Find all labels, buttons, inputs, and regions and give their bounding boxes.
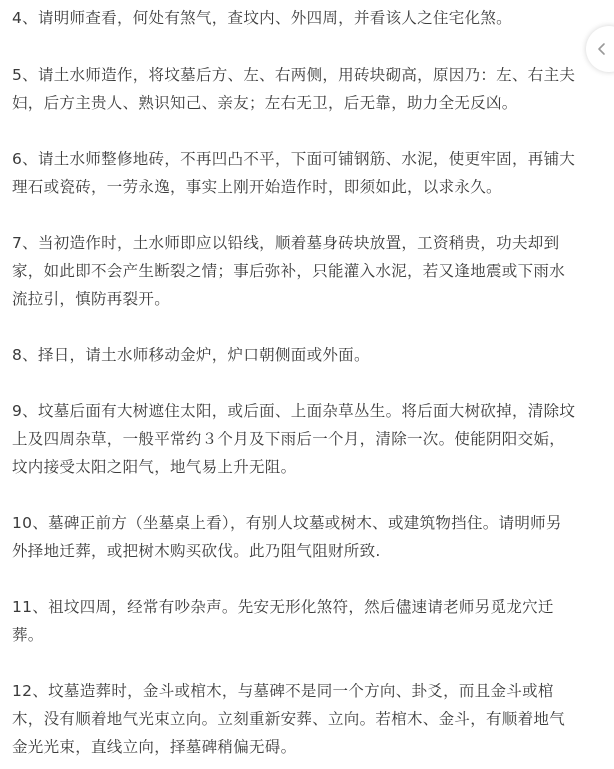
chevron-left-icon <box>594 41 610 57</box>
text-line: 家，如此即不会产生断裂之情；事后弥补，只能灌入水泥，若又逢地震或下雨水 <box>12 262 566 280</box>
paragraph-4 <box>12 4 612 32</box>
text-line: 金光光束，直线立向，择墓碑稍偏无碍。 <box>12 738 297 756</box>
paragraph-5 <box>12 61 612 117</box>
text-line: 12、坟墓造葬时，金斗或棺木，与墓碑不是同一个方向、卦爻，而且金斗或棺 <box>12 682 554 700</box>
text-line: 理石或瓷砖，一劳永逸，事实上刚开始造作时，即须如此，以求永久。 <box>12 178 502 196</box>
text-line: 坟内接受太阳之阳气，地气易上升无阻。 <box>12 458 297 476</box>
paragraph-10 <box>12 509 612 565</box>
paragraph-7 <box>12 229 612 313</box>
text-line: 7、当初造作时，土水师即应以铅线，顺着墓身砖块放置，工资稍贵，功夫却到 <box>12 234 560 252</box>
text-line: 葬。 <box>12 626 44 644</box>
text-line: 木，没有顺着地气光束立向。立刻重新安葬、立向。若棺木、金斗，有顺着地气 <box>12 710 566 728</box>
text-line: 外择地迁葬，或把树木购买砍伐。此乃阻气阻财所致. <box>12 542 381 560</box>
text-line: 流拉引，慎防再裂开。 <box>12 290 171 308</box>
text-line: 4、请明师查看，何处有煞气，查坟内、外四周，并看该人之住宅化煞。 <box>12 9 512 27</box>
text-line: 妇，后方主贵人、熟识知己、亲友；左右无卫，后无靠，助力全无反凶。 <box>12 94 518 112</box>
text-line: 11、祖坟四周，经常有吵杂声。先安无形化煞符，然后儘速请老师另觅龙穴迁 <box>12 598 554 616</box>
text-line: 9、坟墓后面有大树遮住太阳，或后面、上面杂草丛生。将后面大树砍掉，清除坟 <box>12 402 576 420</box>
text-line: 8、择日，请土水师移动金炉，炉口朝侧面或外面。 <box>12 346 370 364</box>
paragraph-9 <box>12 397 612 481</box>
text-line: 5、请土水师造作，将坟墓后方、左、右两侧，用砖块砌高，原因乃：左、右主夫 <box>12 66 576 84</box>
paragraph-8 <box>12 341 612 369</box>
text-line: 10、墓碑正前方（坐墓桌上看），有别人坟墓或树木、或建筑物挡住。请明师另 <box>12 514 562 532</box>
paragraph-12 <box>12 677 612 761</box>
text-line: 上及四周杂草，一般平常约３个月及下雨后一个月，清除一次。使能阴阳交姤， <box>12 430 566 448</box>
text-line: 6、请土水师整修地砖，不再凹凸不平，下面可铺钢筋、水泥，使更牢固，再铺大 <box>12 150 576 168</box>
paragraph-11 <box>12 593 612 649</box>
paragraph-6 <box>12 145 612 201</box>
